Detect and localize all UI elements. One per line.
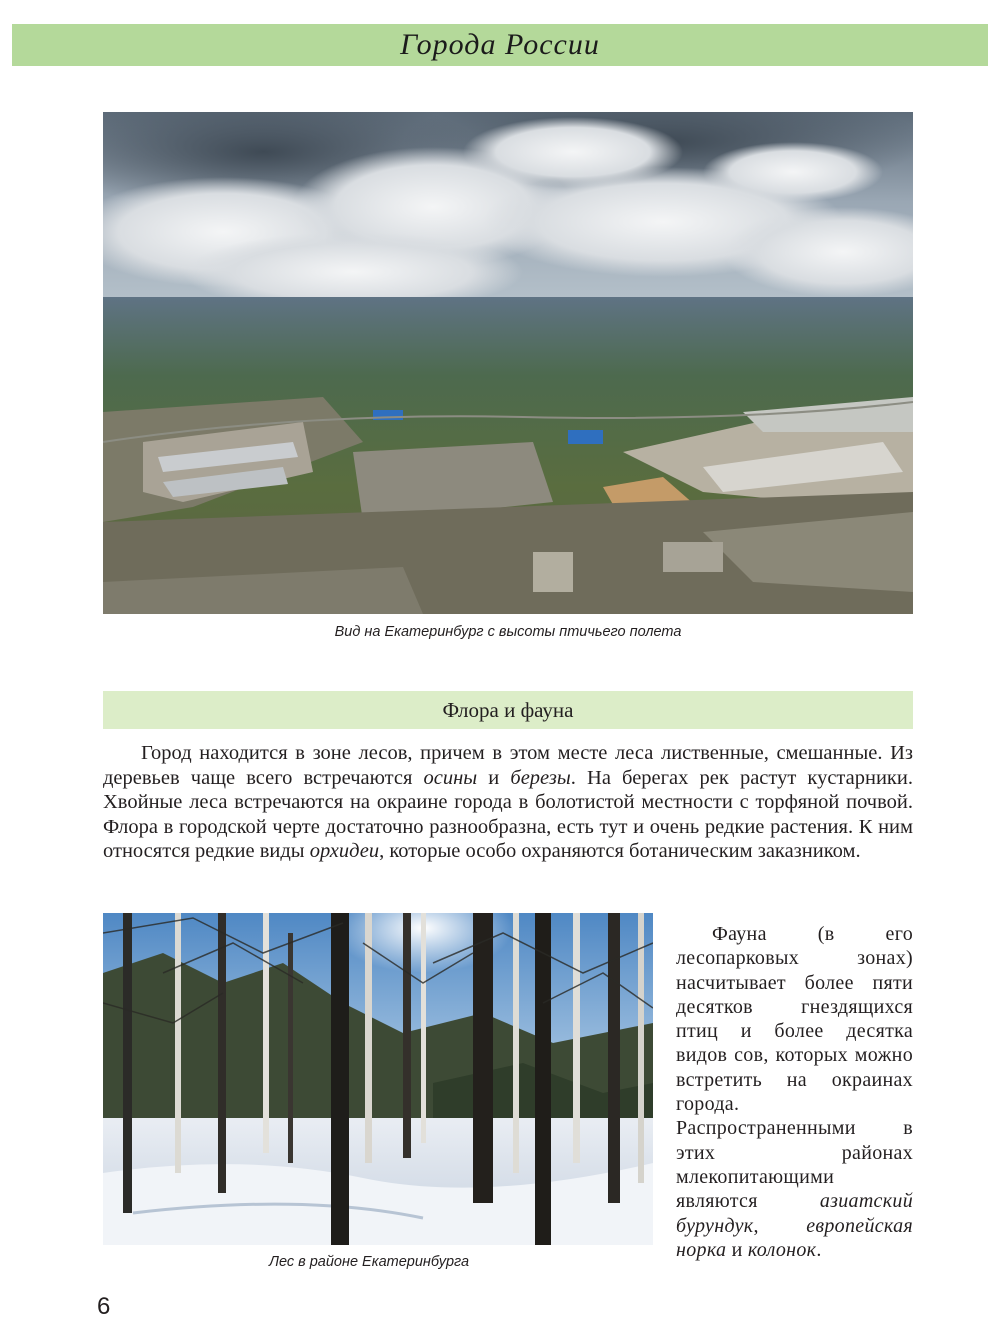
forest-photo-caption: Лес в районе Екатеринбурга <box>269 1254 470 1270</box>
forest-photo <box>103 913 653 1245</box>
flora-term-aspen: осины <box>423 766 478 789</box>
fauna-paragraph <box>676 922 913 1262</box>
aerial-photo-image <box>103 112 913 614</box>
flora-text-4: , которые особо охраняются ботаническим заказником. <box>379 840 861 862</box>
aerial-photo <box>103 112 913 614</box>
section-title: Флора и фауна <box>442 698 574 722</box>
running-title: Города России <box>400 28 600 61</box>
fauna-text-4: . <box>816 1238 822 1261</box>
section-header <box>103 691 913 729</box>
fauna-text-1: Фауна (в его лесопарковых зонах) насчитывает более пяти десятков гнездящихся птиц и более десятка видов сов, которых можно встретить на окраинах города. Распространенными в этих районах млекопитающими являются <box>676 923 913 1213</box>
flora-text-1: Город находится в зоне лесов, причем в этом месте леса лиственные, смешанные. Из деревьев чаще всего встречаются <box>103 742 913 789</box>
flora-text-3: . На берегах рек растут кустарники. Хвойные леса встречаются на окраине города в болотистой местности с торфяной почвой. Флора в городской черте достаточно разнообразна, есть тут и очень редкие растения. К ним относятся редкие виды <box>103 766 913 862</box>
fauna-term-chipmunk: азиатский бурундук <box>676 1190 913 1237</box>
flora-paragraph <box>103 741 913 864</box>
flora-text-2: и <box>477 766 511 789</box>
forest-photo-image <box>103 913 653 1245</box>
flora-term-birch: березы <box>510 766 571 789</box>
aerial-photo-caption: Вид на Екатеринбург с высоты птичьего полета <box>334 624 682 640</box>
flora-term-orchid: орхидеи <box>309 840 380 862</box>
fauna-text-3: и <box>726 1238 748 1261</box>
running-header <box>12 24 988 66</box>
fauna-term-mink: европейская норка <box>676 1214 913 1261</box>
fauna-term-kolonok: колонок <box>747 1238 817 1261</box>
page-number: 6 <box>97 1293 111 1320</box>
fauna-text-2: , <box>753 1214 807 1237</box>
